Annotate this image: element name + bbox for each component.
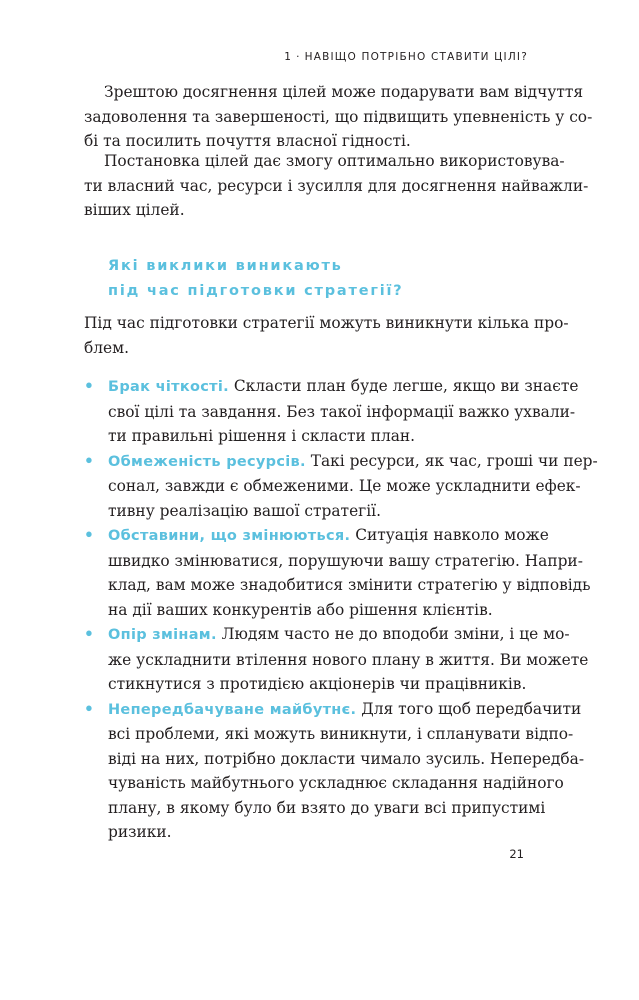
text-line: на дії ваших конкурентів або рішення клієнтів. [108,600,493,619]
list-item [84,697,585,845]
text-line: Зрештою досягнення цілей може подарувати вам відчуття [104,83,584,101]
bullet-term: Брак чіткості. [108,379,229,395]
chapter-title: НАВІЩО ПОТРІБНО СТАВИТИ ЦІЛІ? [304,51,528,63]
running-head-separator: · [296,51,301,63]
section-heading [108,254,404,303]
list-item [84,523,591,622]
paragraph-intro [84,311,569,360]
text-line: блем. [84,338,130,357]
bullet-text: Такі ресурси, як час, гроші чи пер- [305,451,598,470]
bullet-term: Опір змінам. [108,627,217,643]
text-line: бі та посилить почуття власної гідності. [84,132,411,150]
text-line: свої цілі та завдання. Без такої інформації важко ухвали- [108,402,576,421]
text-line: ти правильні рішення і скласти план. [108,427,416,445]
text-line: стикнутися з протидією акціонерів чи працівників. [108,675,527,693]
text-line: же ускладнити втілення нового плану в життя. Ви можете [108,650,589,669]
bullet-icon: • [84,526,94,544]
list-item [84,622,589,697]
heading-line: під час підготовки стратегії? [108,282,404,299]
text-line: сонал, завжди є обмеженими. Це може ускладнити ефек- [108,477,581,495]
list-item [84,374,579,449]
bullet-text: Людям часто не до вподоби зміни, і це мо- [216,625,570,643]
text-line: ризики. [108,823,172,841]
paragraph-goal-setting [84,149,589,223]
text-line: всі проблеми, які можуть виникнути, і спланувати відпо- [108,725,574,743]
text-line: клад, вам може знадобитися змінити стратегію у відповідь [108,576,591,594]
bullet-term: Непередбачуване майбутнє. [108,701,357,718]
text-line: Під час підготовки стратегії можуть виникнути кілька про- [84,314,569,332]
challenges-list [84,374,598,845]
bullet-text: Ситуація навколо може [350,526,549,544]
heading-line: Які виклики виникають [108,258,343,274]
bullet-icon: • [84,451,94,470]
bullet-text: Скласти план буде легше, якщо ви знаєте [228,377,579,395]
bullet-term: Обставини, що змінюються. [108,528,351,544]
text-line: віді на них, потрібно докласти чимало зусиль. Непередба- [108,749,585,768]
bullet-icon: • [84,625,94,643]
text-line: ти власний час, ресурси і зусилля для досягнення найважли- [84,176,589,195]
list-item [84,449,598,524]
text-line: тивну реалізацію вашої стратегії. [108,501,381,520]
text-line: Постановка цілей дає змогу оптимально використовува- [104,152,565,170]
text-line: задоволення та завершеності, що підвищить упевненість у со- [84,107,593,126]
text-line: швидко змінюватися, порушуючи вашу стратегію. Напри- [108,551,583,570]
text-line: чуваність майбутнього ускладнює складання надійного [108,774,564,792]
bullet-term: Обмеженість ресурсів. [108,453,306,470]
chapter-number: 1 [284,51,293,63]
paragraph-achievement [84,80,593,154]
bullet-icon: • [84,699,94,718]
bullet-text: Для того щоб передбачити [356,699,582,718]
running-head [284,51,528,63]
bullet-icon: • [84,377,94,395]
text-line: плану, в якому було би взято до уваги всі припустимі [108,798,546,817]
text-line: віших цілей. [84,201,185,219]
page-number: 21 [509,847,524,861]
